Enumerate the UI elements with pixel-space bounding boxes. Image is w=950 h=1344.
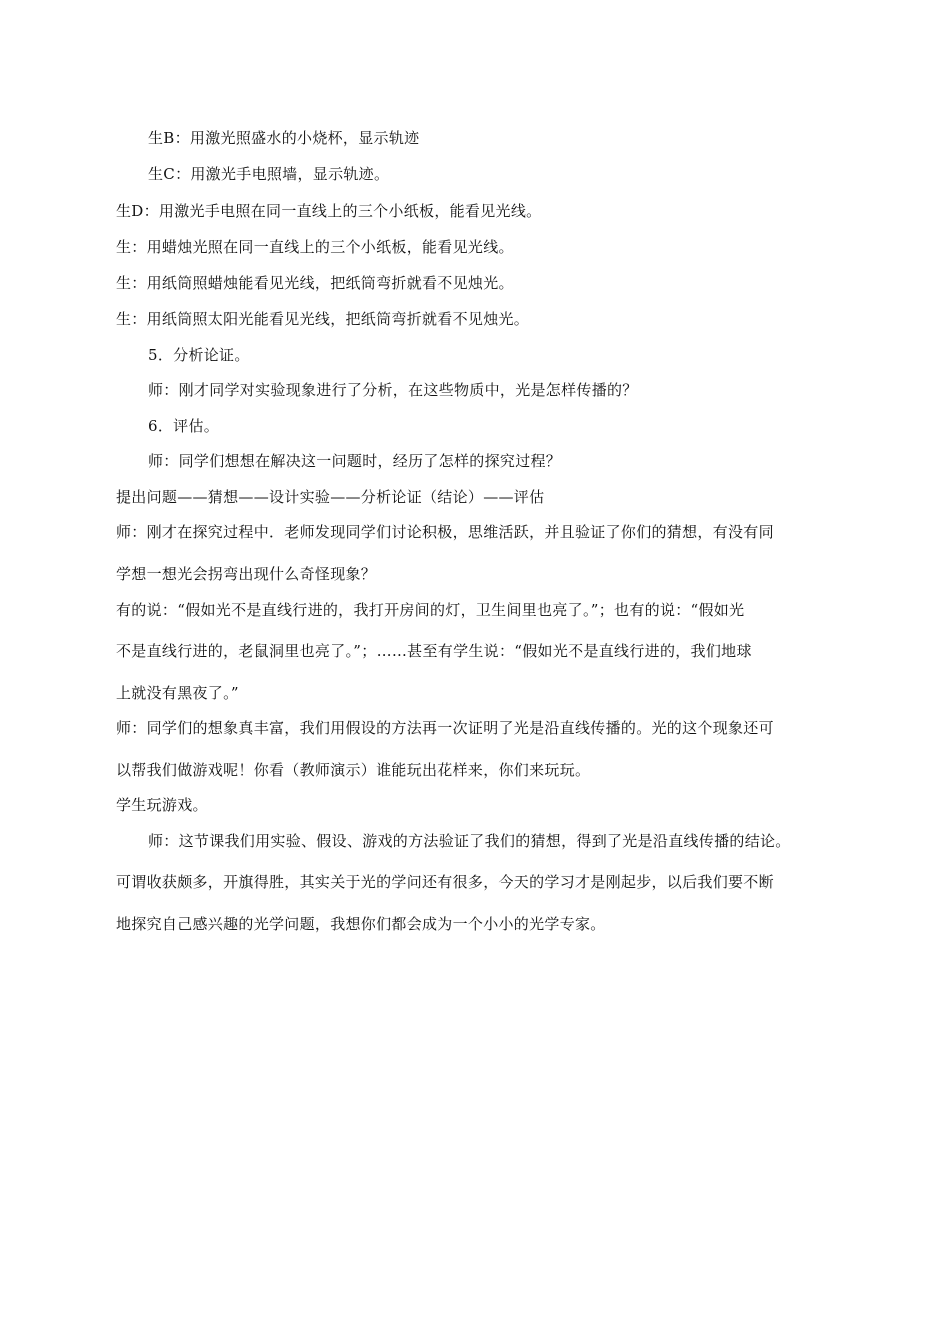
text-line: 地探究自己感兴趣的光学问题，我想你们都会成为一个小小的光学专家。 xyxy=(116,915,606,933)
text-line: 可谓收获颇多，开旗得胜，其实关于光的学问还有很多，今天的学习才是刚起步，以后我们要不断 xyxy=(116,873,774,891)
section-heading: 5．分析论证。 xyxy=(148,346,250,364)
text-line: 学想一想光会拐弯出现什么奇怪现象？ xyxy=(116,565,377,583)
text-line: 师：同学们的想象真丰富，我们用假设的方法再一次证明了光是沿直线传播的。光的这个现象还可 xyxy=(116,719,774,737)
text-line: 生C：用激光手电照墙，显示轨迹。 xyxy=(148,165,390,183)
text-line: 上就没有黑夜了。” xyxy=(116,684,239,702)
text-line: 师：同学们想想在解决这一问题时，经历了怎样的探究过程？ xyxy=(148,452,562,470)
text-line: 生B：用激光照盛水的小烧杯，显示轨迹 xyxy=(148,129,420,147)
text-line: 生：用纸筒照太阳光能看见光线，把纸筒弯折就看不见烛光。 xyxy=(116,310,530,328)
text-line: 不是直线行进的，老鼠洞里也亮了。”；……甚至有学生说：“假如光不是直线行进的，我们地球 xyxy=(116,642,752,660)
text-line: 生：用蜡烛光照在同一直线上的三个小纸板，能看见光线。 xyxy=(116,238,514,256)
text-line: 有的说：“假如光不是直线行进的，我打开房间的灯，卫生间里也亮了。”；也有的说：“假如光 xyxy=(116,601,745,619)
text-line: 以帮我们做游戏呢！你看（教师演示）谁能玩出花样来，你们来玩玩。 xyxy=(116,761,591,779)
text-line: 师：刚才在探究过程中．老师发现同学们讨论积极，思维活跃，并且验证了你们的猜想，有没有同 xyxy=(116,523,774,541)
section-heading: 6．评估。 xyxy=(148,417,220,435)
text-line: 生：用纸筒照蜡烛能看见光线，把纸筒弯折就看不见烛光。 xyxy=(116,274,514,292)
text-line: 学生玩游戏。 xyxy=(116,796,208,814)
text-line: 生D：用激光手电照在同一直线上的三个小纸板，能看见光线。 xyxy=(116,202,542,220)
text-line: 师：这节课我们用实验、假设、游戏的方法验证了我们的猜想，得到了光是沿直线传播的结论。 xyxy=(148,832,791,850)
text-line: 师：刚才同学对实验现象进行了分析，在这些物质中，光是怎样传播的？ xyxy=(148,381,638,399)
text-line: 提出问题——猜想——设计实验——分析论证（结论）——评估 xyxy=(116,488,545,506)
